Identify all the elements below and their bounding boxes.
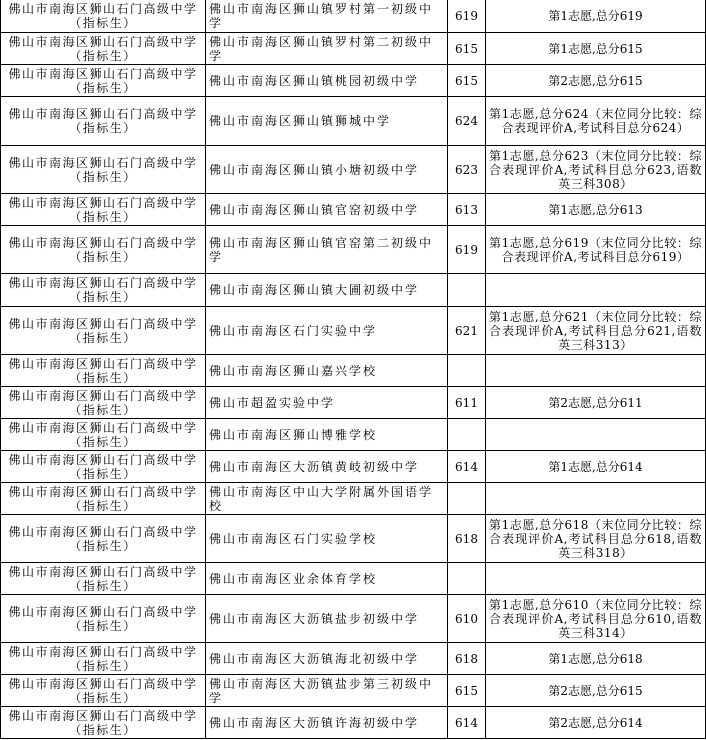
note-cell: 第2志愿,总分615 [486, 65, 706, 97]
table-row [1, 97, 706, 146]
score-cell [448, 483, 486, 515]
junior-school-cell: 佛山市南海区狮山镇官窑初级中学 [206, 194, 448, 226]
origin-school-cell: 佛山市南海区狮山石门高级中学（指标生） [1, 643, 206, 675]
junior-school-cell: 佛山市南海区大沥镇盐步第三初级中学 [206, 675, 448, 707]
note-cell [486, 483, 706, 515]
table-row [1, 387, 706, 419]
junior-school-cell: 佛山市南海区大沥镇黄岐初级中学 [206, 451, 448, 483]
table-row [1, 483, 706, 515]
score-cell: 623 [448, 146, 486, 194]
score-cell: 615 [448, 33, 486, 65]
origin-school-cell: 佛山市南海区狮山石门高级中学（指标生） [1, 483, 206, 515]
junior-school-cell: 佛山市南海区狮山镇罗村第一初级中学 [206, 0, 448, 33]
score-cell: 614 [448, 451, 486, 483]
junior-school-cell: 佛山市南海区狮山镇罗村第二初级中学 [206, 33, 448, 65]
table-row [1, 194, 706, 226]
origin-school-cell: 佛山市南海区狮山石门高级中学（指标生） [1, 146, 206, 194]
table-row [1, 33, 706, 65]
note-cell [486, 563, 706, 595]
score-cell: 611 [448, 387, 486, 419]
junior-school-cell: 佛山市南海区中山大学附属外国语学校 [206, 483, 448, 515]
table-row [1, 355, 706, 387]
junior-school-cell: 佛山市南海区石门实验中学 [206, 307, 448, 355]
score-cell: 615 [448, 65, 486, 97]
junior-school-cell: 佛山市南海区狮山博雅学校 [206, 419, 448, 451]
score-cell [448, 355, 486, 387]
score-cell [448, 274, 486, 307]
table-row [1, 515, 706, 563]
score-cell: 614 [448, 707, 486, 739]
table-row [1, 226, 706, 274]
junior-school-cell: 佛山市南海区狮山镇狮城中学 [206, 97, 448, 146]
admission-table-body [1, 0, 706, 739]
origin-school-cell: 佛山市南海区狮山石门高级中学（指标生） [1, 563, 206, 595]
note-cell: 第1志愿,总分610（末位同分比较：综合表现评价A,考试科目总分610,语数英三科314） [486, 595, 706, 643]
note-cell: 第1志愿,总分619（末位同分比较：综合表现评价A,考试科目总分619） [486, 226, 706, 274]
origin-school-cell: 佛山市南海区狮山石门高级中学（指标生） [1, 419, 206, 451]
note-cell: 第2志愿,总分615 [486, 675, 706, 707]
score-cell [448, 563, 486, 595]
junior-school-cell: 佛山市南海区狮山镇大圃初级中学 [206, 274, 448, 307]
origin-school-cell: 佛山市南海区狮山石门高级中学（指标生） [1, 274, 206, 307]
note-cell [486, 355, 706, 387]
origin-school-cell: 佛山市南海区狮山石门高级中学（指标生） [1, 97, 206, 146]
junior-school-cell: 佛山市南海区石门实验学校 [206, 515, 448, 563]
origin-school-cell: 佛山市南海区狮山石门高级中学（指标生） [1, 451, 206, 483]
origin-school-cell: 佛山市南海区狮山石门高级中学（指标生） [1, 707, 206, 739]
table-row [1, 707, 706, 739]
note-cell [486, 419, 706, 451]
junior-school-cell: 佛山市南海区大沥镇盐步初级中学 [206, 595, 448, 643]
junior-school-cell: 佛山市南海区大沥镇海北初级中学 [206, 643, 448, 675]
table-row [1, 65, 706, 97]
score-cell [448, 419, 486, 451]
junior-school-cell: 佛山市南海区业余体育学校 [206, 563, 448, 595]
note-cell: 第1志愿,总分623（末位同分比较：综合表现评价A,考试科目总分623,语数英三科308） [486, 146, 706, 194]
note-cell: 第1志愿,总分614 [486, 451, 706, 483]
table-row [1, 307, 706, 355]
score-cell: 615 [448, 675, 486, 707]
score-cell: 618 [448, 515, 486, 563]
note-cell: 第1志愿,总分615 [486, 33, 706, 65]
note-cell: 第1志愿,总分613 [486, 194, 706, 226]
note-cell: 第2志愿,总分614 [486, 707, 706, 739]
junior-school-cell: 佛山市南海区狮山镇桃园初级中学 [206, 65, 448, 97]
table-row [1, 146, 706, 194]
table-row [1, 675, 706, 707]
junior-school-cell: 佛山市南海区狮山嘉兴学校 [206, 355, 448, 387]
score-cell: 618 [448, 643, 486, 675]
score-cell: 619 [448, 226, 486, 274]
score-cell: 610 [448, 595, 486, 643]
origin-school-cell: 佛山市南海区狮山石门高级中学（指标生） [1, 595, 206, 643]
table-row [1, 274, 706, 307]
table-row [1, 0, 706, 33]
origin-school-cell: 佛山市南海区狮山石门高级中学（指标生） [1, 515, 206, 563]
table-row [1, 451, 706, 483]
junior-school-cell: 佛山市南海区狮山镇官窑第二初级中学 [206, 226, 448, 274]
junior-school-cell: 佛山市南海区狮山镇小塘初级中学 [206, 146, 448, 194]
origin-school-cell: 佛山市南海区狮山石门高级中学（指标生） [1, 355, 206, 387]
note-cell [486, 274, 706, 307]
origin-school-cell: 佛山市南海区狮山石门高级中学（指标生） [1, 387, 206, 419]
score-cell: 621 [448, 307, 486, 355]
junior-school-cell: 佛山市超盈实验中学 [206, 387, 448, 419]
origin-school-cell: 佛山市南海区狮山石门高级中学（指标生） [1, 307, 206, 355]
note-cell: 第1志愿,总分618 [486, 643, 706, 675]
table-row [1, 643, 706, 675]
origin-school-cell: 佛山市南海区狮山石门高级中学（指标生） [1, 675, 206, 707]
score-cell: 624 [448, 97, 486, 146]
note-cell: 第2志愿,总分611 [486, 387, 706, 419]
note-cell: 第1志愿,总分619 [486, 0, 706, 33]
origin-school-cell: 佛山市南海区狮山石门高级中学（指标生） [1, 65, 206, 97]
origin-school-cell: 佛山市南海区狮山石门高级中学（指标生） [1, 226, 206, 274]
junior-school-cell: 佛山市南海区大沥镇许海初级中学 [206, 707, 448, 739]
table-row [1, 563, 706, 595]
note-cell: 第1志愿,总分624（末位同分比较：综合表现评价A,考试科目总分624） [486, 97, 706, 146]
origin-school-cell: 佛山市南海区狮山石门高级中学（指标生） [1, 0, 206, 33]
score-cell: 613 [448, 194, 486, 226]
note-cell: 第1志愿,总分618（末位同分比较：综合表现评价A,考试科目总分618,语数英三科318） [486, 515, 706, 563]
score-cell: 619 [448, 0, 486, 33]
origin-school-cell: 佛山市南海区狮山石门高级中学（指标生） [1, 33, 206, 65]
note-cell: 第1志愿,总分621（末位同分比较：综合表现评价A,考试科目总分621,语数英三科313） [486, 307, 706, 355]
table-row [1, 595, 706, 643]
origin-school-cell: 佛山市南海区狮山石门高级中学（指标生） [1, 194, 206, 226]
table-row [1, 419, 706, 451]
